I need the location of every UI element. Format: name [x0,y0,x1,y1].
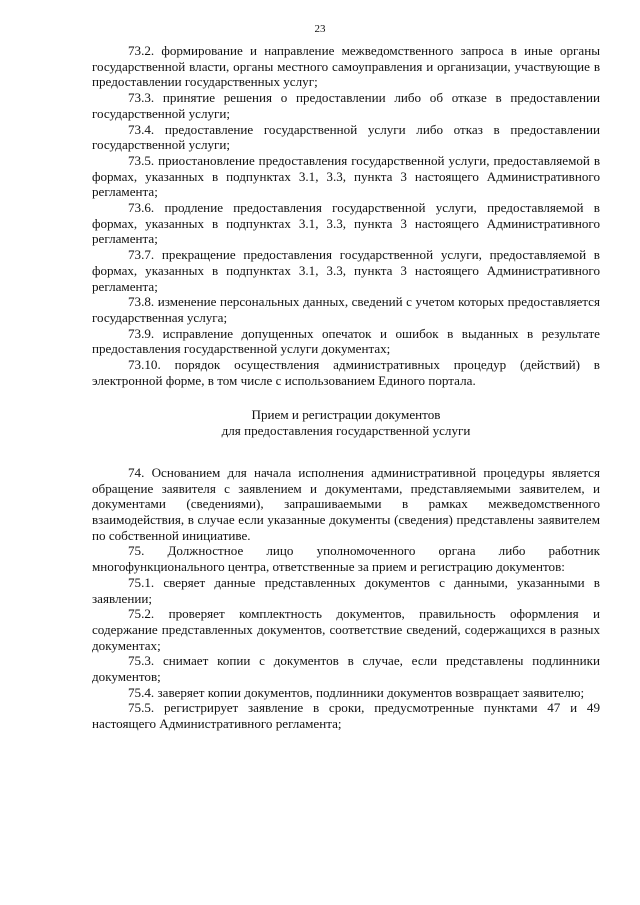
paragraph-73-5: 73.5. приостановление предоставления государственной услуги, предоставляемой в формах, указанных в подпунктах 3.1, 3.3, пункта 3 настоящего Административного регламента; [92,152,600,200]
page-number: 23 [314,23,326,35]
paragraph-75-5: 75.5. регистрирует заявление в сроки, предусмотренные пунктами 47 и 49 настоящего Административного регламента; [92,700,600,732]
paragraph-73-7: 73.7. прекращение предоставления государственной услуги, предоставляемой в формах, указанных в подпунктах 3.1, 3.3, пункта 3 настоящего Административного регламента; [92,247,600,294]
paragraph-75-2: 75.2. проверяет комплектность документов, правильность оформления и содержание представленных документов, соответствие сведений, содержащихся в разных документах; [92,606,600,653]
paragraph-75: 75. Должностное лицо уполномоченного органа либо работник многофункционального центра, ответственные за прием и регистрацию документов: [92,543,600,575]
paragraph-73-3: 73.3. принятие решения о предоставлении либо об отказе в предоставлении государственной услуги; [92,90,600,121]
section-heading [92,407,600,438]
section-heading-line-2: для предоставления государственной услуги [221,423,471,439]
paragraph-75-4: 75.4. заверяет копии документов, подлинники документов возвращает заявителю; [128,684,585,700]
paragraph-73-9: 73.9. исправление допущенных опечаток и ошибок в выданных в результате предоставления государственной услуги документах; [92,325,600,357]
section-heading-line-1: Прием и регистрации документов [251,407,441,423]
paragraph-75-1: 75.1. сверяет данные представленных документов с данными, указанными в заявлении; [92,574,600,606]
paragraph-73-8: 73.8. изменение персональных данных, сведений с учетом которых предоставляется государственная услуга; [92,294,600,325]
paragraph-73-2: 73.2. формирование и направление межведомственного запроса в иные органы государственной власти, органы местного самоуправления и организации, участвующие в предоставлении государственных услуг; [92,43,600,90]
paragraph-75-3: 75.3. снимает копии с документов в случае, если представлены подлинники документов; [92,653,600,685]
paragraph-73-4: 73.4. предоставление государственной услуги либо отказ в предоставлении государственной услуги; [92,121,600,153]
document-body [92,43,600,732]
paragraph-73-6: 73.6. продление предоставления государственной услуги, предоставляемой в формах, указанных в подпунктах 3.1, 3.3, пункта 3 настоящего Административного регламента; [92,200,600,247]
paragraph-73-10: 73.10. порядок осуществления административных процедур (действий) в электронной форме, в том числе с использованием Единого портала. [92,357,600,388]
paragraph-74: 74. Основанием для начала исполнения административной процедуры является обращение заявителя с заявлением и документами, представляемыми заявителем, и документами (сведениями), запрашиваемыми в рамках межведомственного взаимодействия, в случае если указанные документы (сведения) представлены заявителем по собственной инициативе. [92,464,600,543]
